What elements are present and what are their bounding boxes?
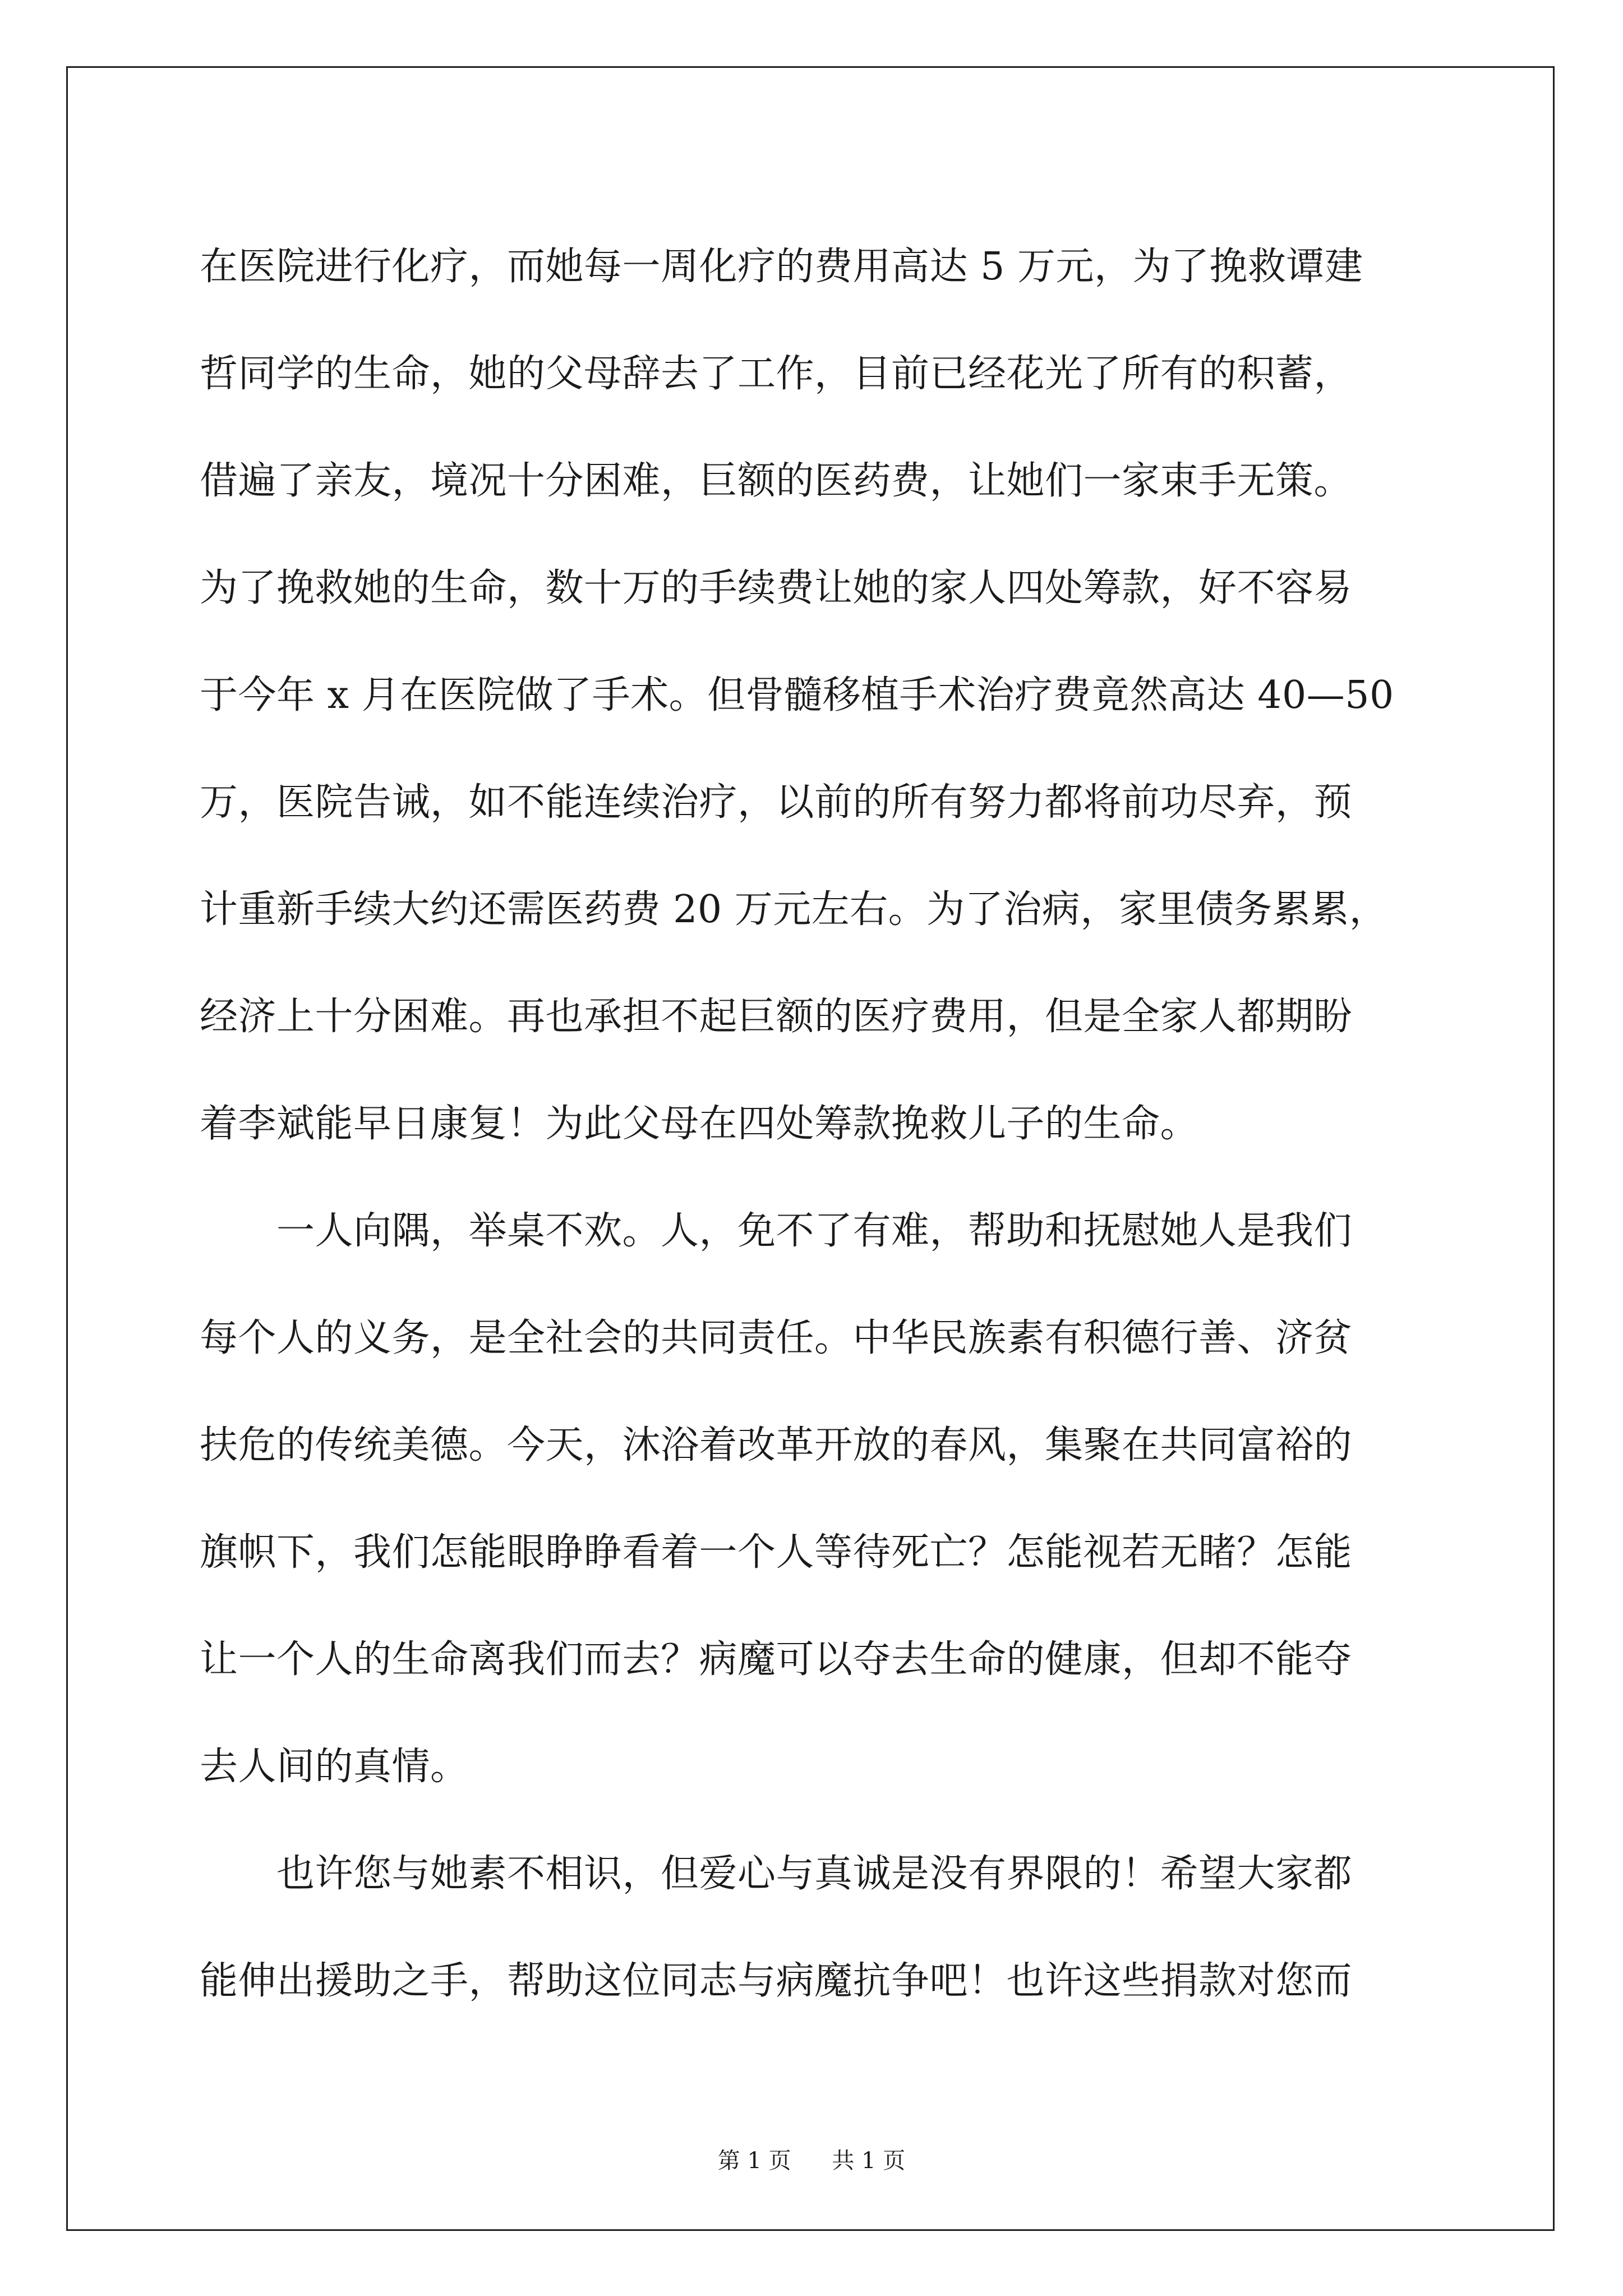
text-line: 借遍了亲友，境况十分困难，巨额的医药费，让她们一家束手无策。: [200, 459, 1353, 503]
text-line: 让一个人的生命离我们而去？病魔可以夺去生命的健康，但却不能夺: [200, 1637, 1353, 1682]
text-line: 扶危的传统美德。今天，沐浴着改革开放的春风，集聚在共同富裕的: [200, 1423, 1353, 1467]
text-line: 一人向隅，举桌不欢。人，免不了有难，帮助和抚慰她人是我们: [200, 1209, 1353, 1253]
text-line: 于今年 x 月在医院做了手术。但骨髓移植手术治疗费竟然高达 40—50: [200, 673, 1394, 717]
document-body: [200, 213, 1461, 2035]
page-footer: [0, 2143, 1623, 2175]
text-line: 经济上十分困难。再也承担不起巨额的医疗费用，但是全家人都期盼: [200, 995, 1353, 1039]
text-line: 万，医院告诫，如不能连续治疗，以前的所有努力都将前功尽弃，预: [200, 780, 1353, 825]
page-number: 第 1 页: [717, 2148, 791, 2174]
text-line: 计重新手续大约还需医药费 20 万元左右。为了治病，家里债务累累，: [200, 887, 1388, 932]
text-line: 为了挽救她的生命，数十万的手续费让她的家人四处筹款，好不容易: [200, 566, 1353, 610]
text-line: 每个人的义务，是全社会的共同责任。中华民族素有积德行善、济贫: [200, 1316, 1353, 1360]
text-line: 旗帜下，我们怎能眼睁睁看着一个人等待死亡？怎能视若无睹？怎能: [200, 1530, 1353, 1575]
text-line: 能伸出援助之手，帮助这位同志与病魔抗争吧！也许这些捐款对您而: [200, 1959, 1353, 2003]
text-line: 去人间的真情。: [200, 1745, 469, 1789]
text-line: 哲同学的生命，她的父母辞去了工作，目前已经花光了所有的积蓄，: [200, 352, 1353, 396]
text-line: 着李斌能早日康复！为此父母在四处筹款挽救儿子的生命。: [200, 1102, 1199, 1146]
page-total: 共 1 页: [832, 2148, 906, 2174]
text-line: 也许您与她素不相识，但爱心与真诚是没有界限的！希望大家都: [200, 1852, 1353, 1896]
text-line: 在医院进行化疗，而她每一周化疗的费用高达 5 万元，为了挽救谭建: [200, 245, 1363, 289]
